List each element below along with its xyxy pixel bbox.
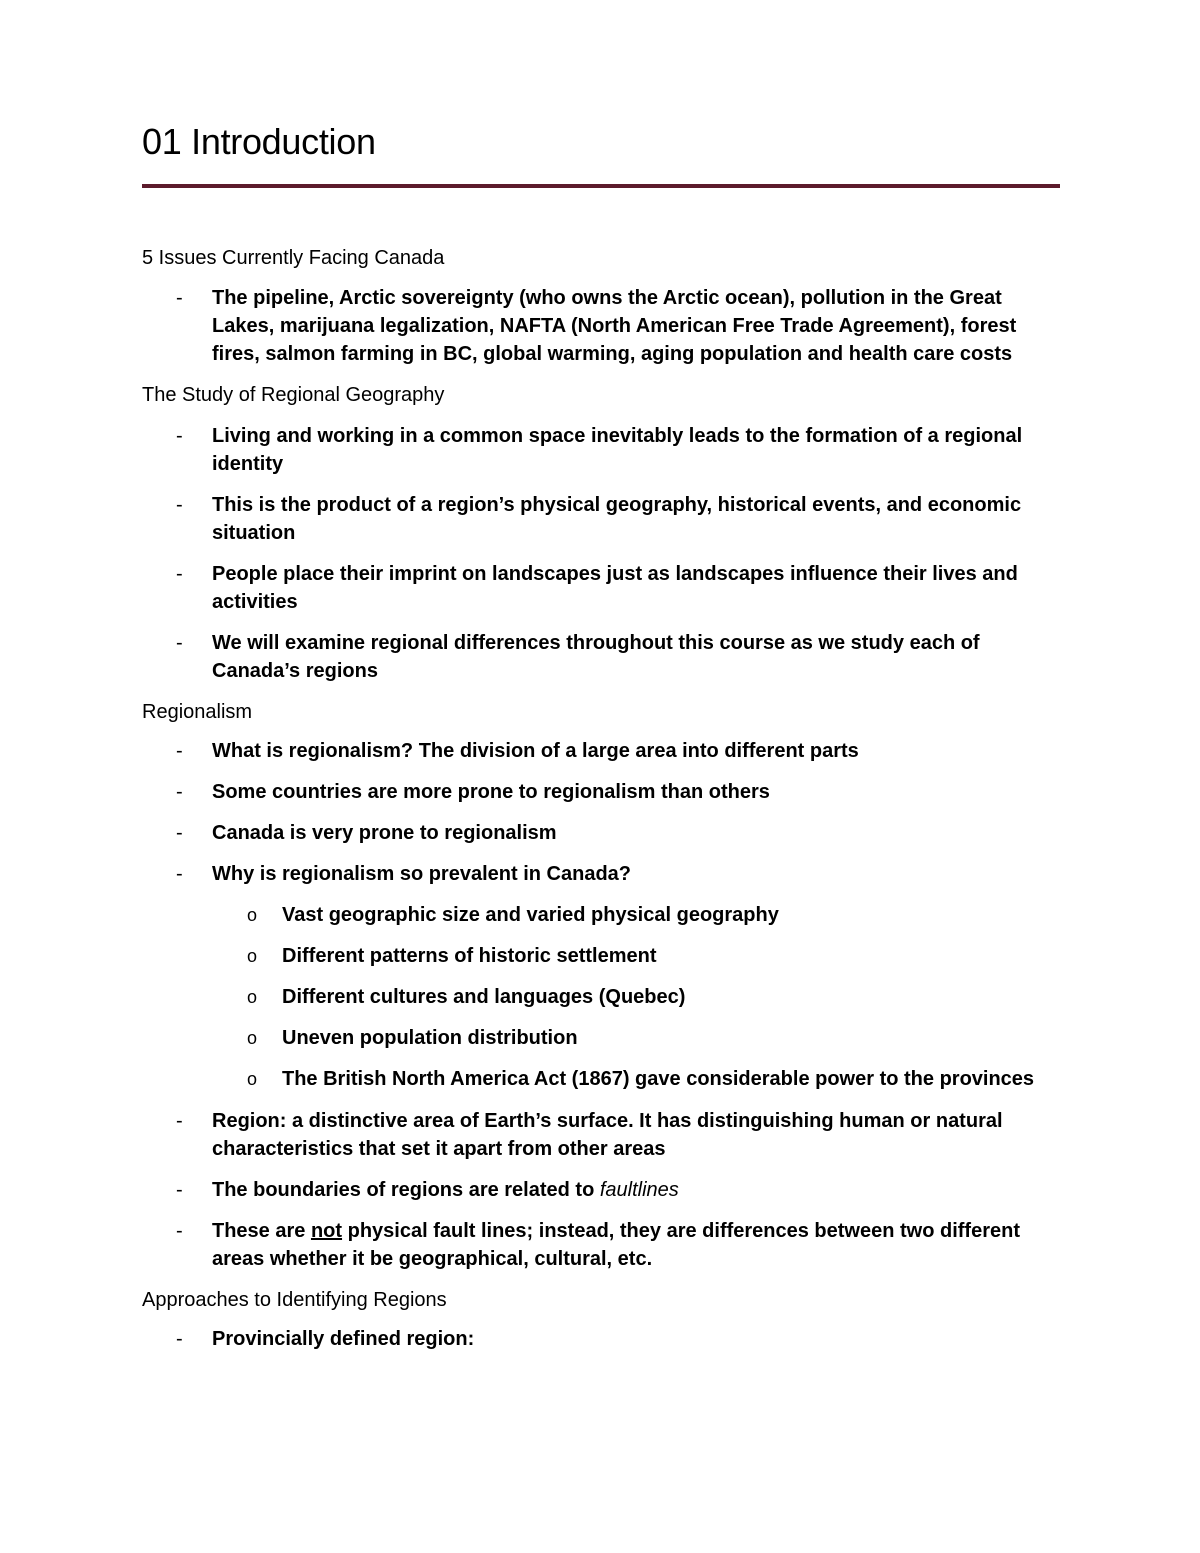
list-item-text: Why is regionalism so prevalent in Canada? — [212, 863, 631, 885]
list-item-text: What is regionalism? The division of a large area into different parts — [212, 740, 859, 762]
section-approaches — [142, 1286, 1060, 1353]
section-issues — [142, 244, 1060, 368]
section-heading: 5 Issues Currently Facing Canada — [142, 247, 445, 269]
circle-bullet: o — [247, 905, 258, 925]
bullet-list — [142, 422, 1060, 685]
sub-list-item — [142, 901, 1060, 929]
section-study — [142, 381, 1060, 685]
title-divider — [142, 184, 1060, 188]
not-word: not — [310, 1220, 343, 1242]
list-item — [142, 1217, 1060, 1273]
list-item-text: This is the product of a region’s physical geography, historical events, and economic situation — [212, 494, 1022, 544]
list-item — [142, 1107, 1060, 1163]
dash-bullet: - — [176, 632, 183, 654]
boundaries-text: The boundaries of regions are related to — [212, 1179, 600, 1201]
section-heading: Approaches to Identifying Regions — [142, 1289, 447, 1311]
bullet-list — [142, 284, 1060, 368]
dash-bullet: - — [176, 863, 183, 885]
list-item-text: The pipeline, Arctic sovereignty (who owns the Arctic ocean), pollution in the Great Lakes, marijuana legalization, NAFTA (North American Free Trade Agreement), forest fires, salmon farming in BC, global warming, aging population and health care costs — [212, 287, 1017, 365]
list-item-text: People place their imprint on landscapes just as landscapes influence their lives and activities — [212, 563, 1018, 613]
sub-list-item — [142, 1024, 1060, 1052]
circle-bullet: o — [247, 1028, 258, 1048]
dash-bullet: - — [176, 822, 183, 844]
document-page — [142, 120, 1060, 1353]
sub-list-item-text: Different cultures and languages (Quebec) — [282, 986, 686, 1008]
list-item — [142, 1325, 1060, 1353]
list-item-text: Living and working in a common space inevitably leads to the formation of a regional identity — [212, 425, 1023, 475]
list-item — [142, 778, 1060, 806]
list-item — [142, 560, 1060, 616]
sub-list-item-text: Uneven population distribution — [282, 1027, 578, 1049]
sub-bullet-list — [142, 901, 1060, 1093]
list-item-text: Some countries are more prone to regionalism than others — [212, 781, 770, 803]
sub-list-item — [142, 942, 1060, 970]
circle-bullet: o — [247, 1069, 258, 1089]
region-term: Region — [212, 1110, 280, 1132]
circle-bullet: o — [247, 946, 258, 966]
sub-list-item — [142, 983, 1060, 1011]
list-item — [142, 629, 1060, 685]
bullet-list — [142, 737, 1060, 1273]
dash-bullet: - — [176, 1110, 183, 1132]
list-item — [142, 860, 1060, 1093]
list-item — [142, 491, 1060, 547]
these-rest-text: physical fault lines; instead, they are differences between two different areas whether it be geographical, cultural, etc. — [212, 1220, 1020, 1270]
faultlines-term: faultlines — [599, 1179, 679, 1201]
list-item-text: Canada is very prone to regionalism — [212, 822, 557, 844]
these-are-text: These are — [212, 1220, 311, 1242]
circle-bullet: o — [247, 987, 258, 1007]
dash-bullet: - — [176, 563, 183, 585]
dash-bullet: - — [176, 1179, 183, 1201]
list-item — [142, 422, 1060, 478]
list-item — [142, 284, 1060, 368]
list-item — [142, 1176, 1060, 1204]
dash-bullet: - — [176, 425, 183, 447]
dash-bullet: - — [176, 740, 183, 762]
section-heading: Regionalism — [142, 701, 253, 723]
dash-bullet: - — [176, 494, 183, 516]
bullet-list — [142, 1325, 1060, 1353]
list-item-text: We will examine regional differences throughout this course as we study each of Canada’s regions — [212, 632, 980, 682]
dash-bullet: - — [176, 781, 183, 803]
sub-list-item-text: Different patterns of historic settlement — [282, 945, 657, 967]
sub-list-item-text: Vast geographic size and varied physical geography — [282, 904, 779, 926]
dash-bullet: - — [176, 1328, 183, 1350]
dash-bullet: - — [176, 1220, 183, 1242]
list-item-text: Provincially defined region: — [212, 1328, 475, 1350]
document-title: 01 Introduction — [142, 121, 376, 162]
list-item — [142, 819, 1060, 847]
sub-list-item — [142, 1065, 1060, 1093]
sub-list-item-text: The British North America Act (1867) gave considerable power to the provinces — [282, 1068, 1035, 1090]
region-definition: : a distinctive area of Earth’s surface. It has distinguishing human or natural characteristics that set it apart from other areas — [212, 1110, 1003, 1160]
dash-bullet: - — [176, 287, 183, 309]
section-regionalism — [142, 698, 1060, 1273]
list-item — [142, 737, 1060, 765]
section-heading: The Study of Regional Geography — [142, 384, 445, 406]
